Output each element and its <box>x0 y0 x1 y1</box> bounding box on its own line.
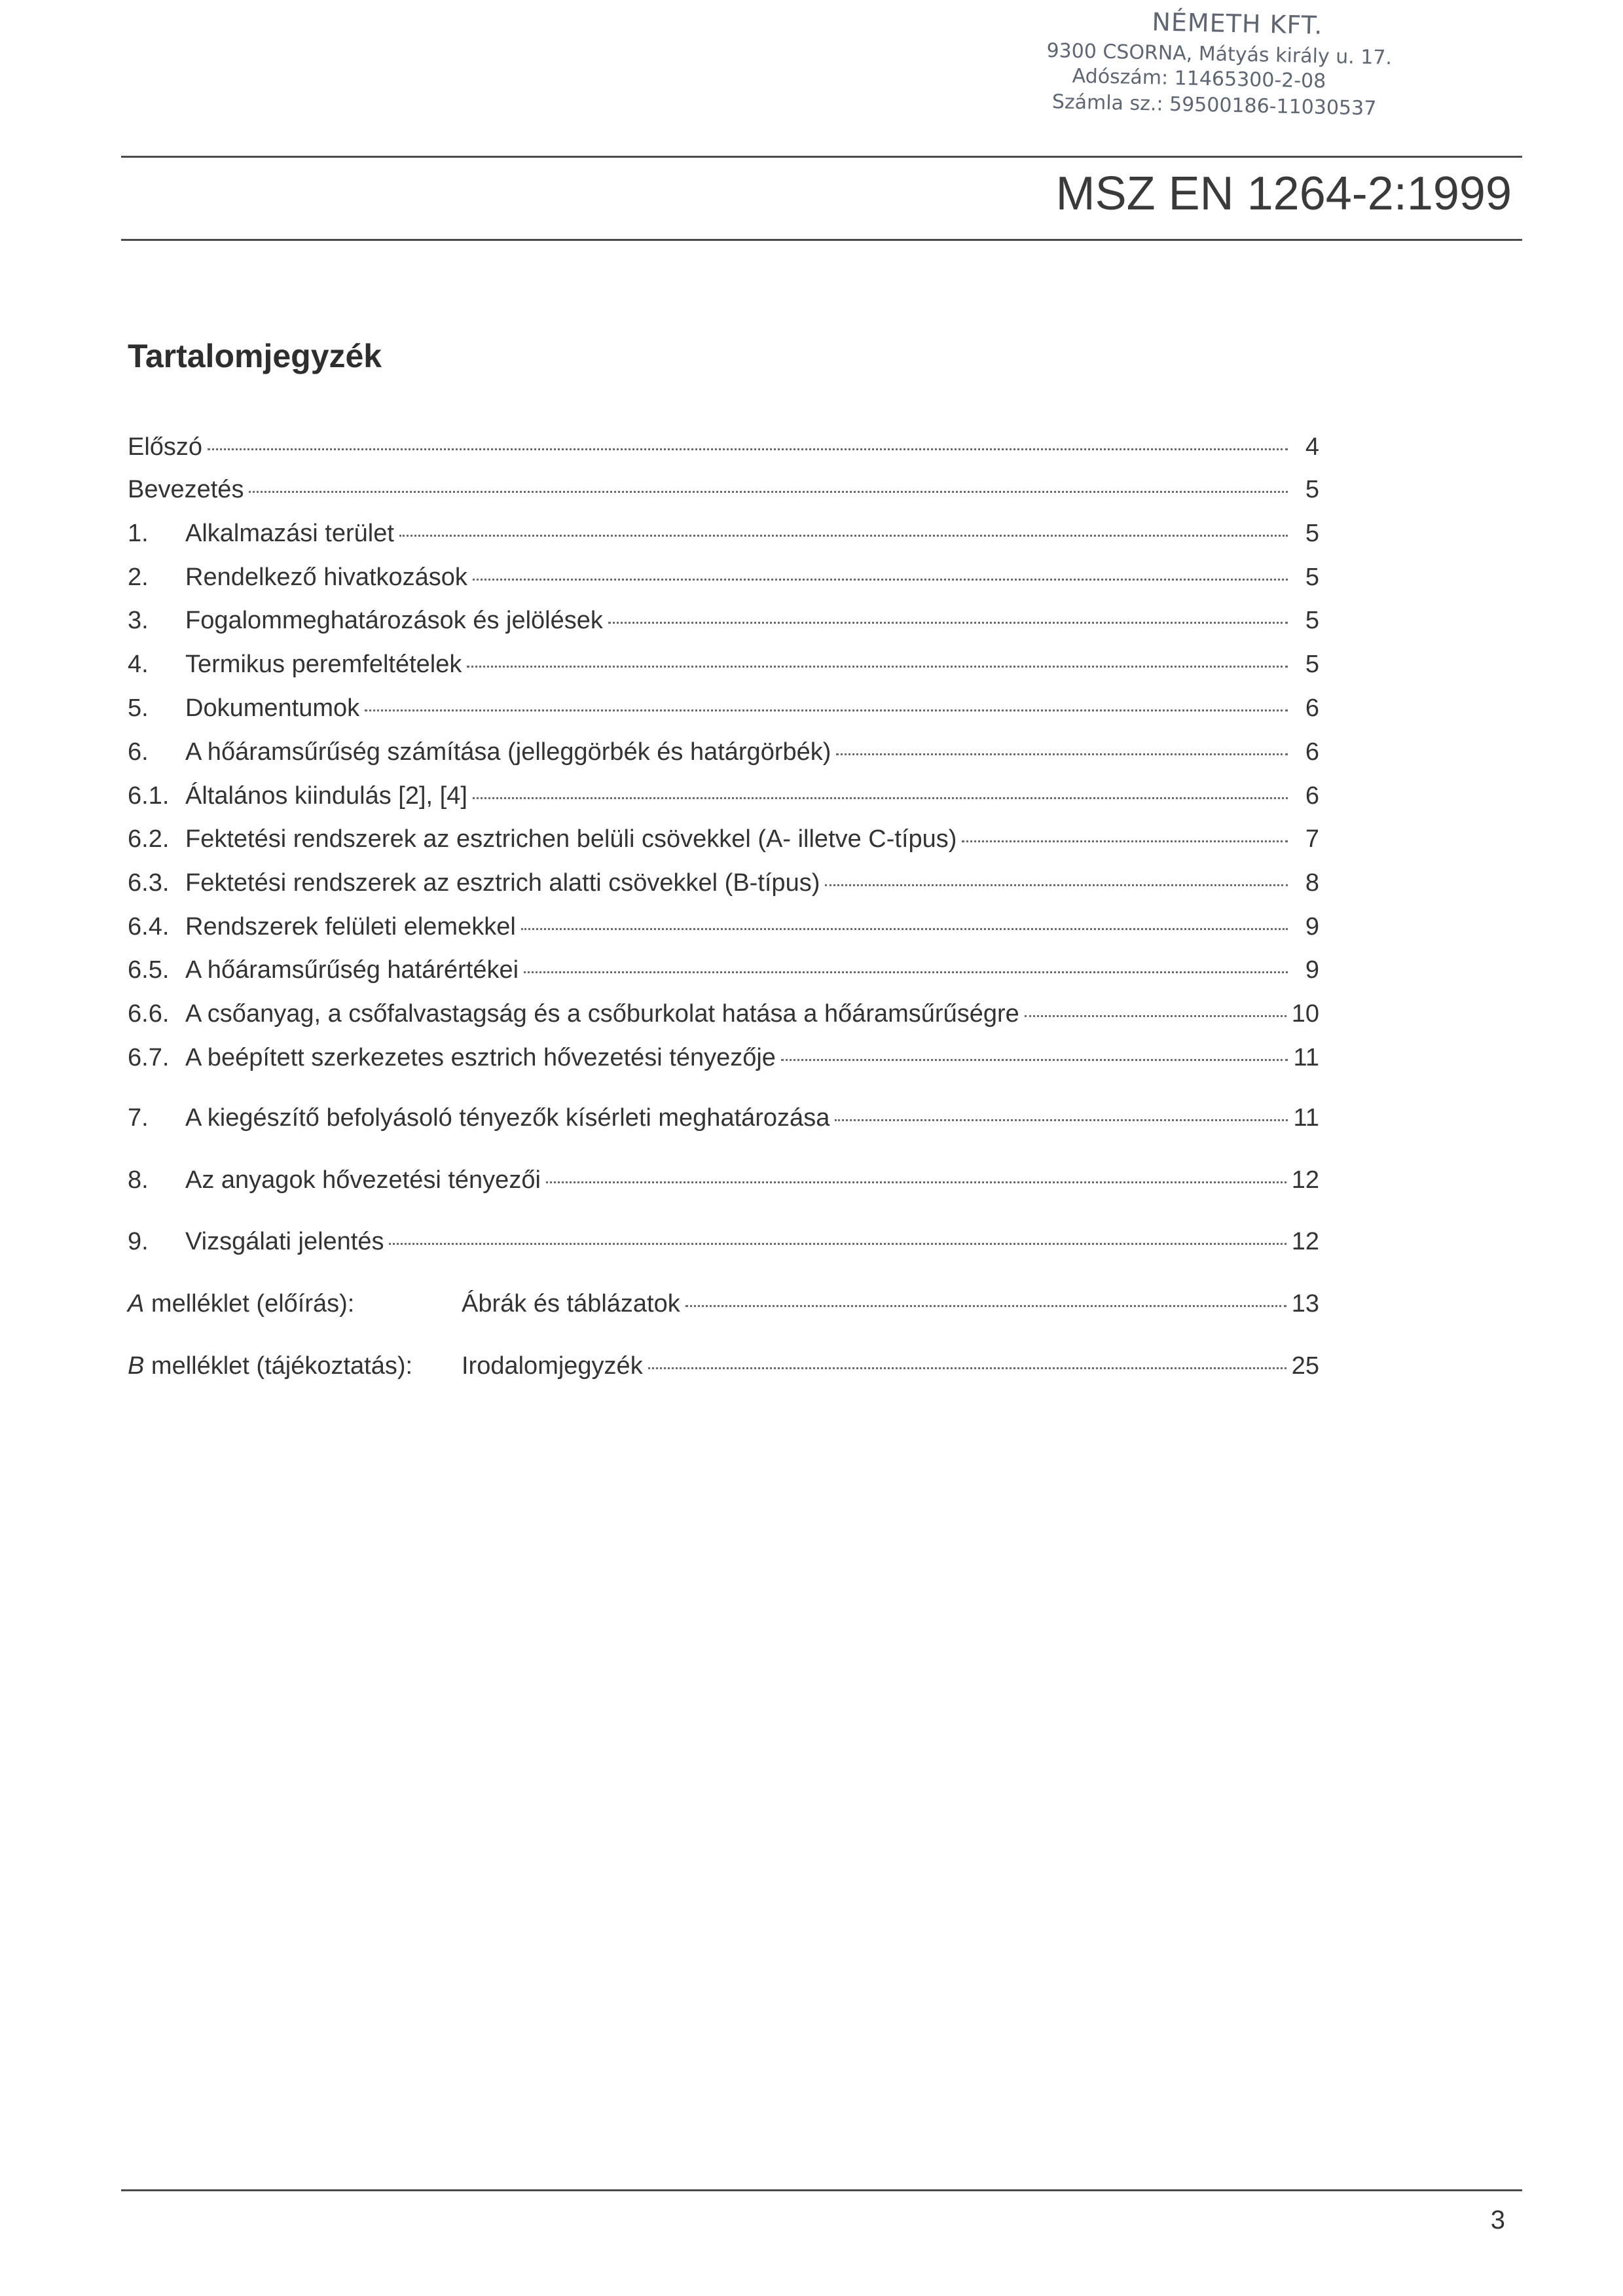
toc-entry-text: A hőáramsűrűség határértékei <box>185 956 519 984</box>
stamp-company-name: NÉMETH KFT. <box>1152 7 1323 40</box>
toc-entry-text: Rendszerek felületi elemekkel <box>185 913 516 941</box>
toc-dot-leader <box>608 622 1288 624</box>
toc-entry-page: 9 <box>1305 956 1319 984</box>
toc-entry-number: 5. <box>128 694 149 722</box>
toc-annex-label <box>128 1352 462 1380</box>
toc-entry-text: Az anyagok hővezetési tényezői <box>185 1166 541 1194</box>
toc-entry[interactable] <box>128 913 1319 947</box>
toc-dot-leader <box>249 491 1288 493</box>
toc-entry-number: 4. <box>128 651 149 678</box>
toc-entry-number: 7. <box>128 1104 149 1132</box>
toc-entry[interactable] <box>128 1044 1319 1078</box>
toc-entry-text: Ábrák és táblázatok <box>462 1290 680 1318</box>
toc-dot-leader <box>836 753 1288 755</box>
header-rule-top <box>121 156 1522 158</box>
toc-entry-text: Fektetési rendszerek az esztrich alatti csövekkel (B-típus) <box>185 869 820 897</box>
toc-entry-number: 8. <box>128 1166 149 1194</box>
toc-entry-page: 5 <box>1305 520 1319 547</box>
annex-letter: B <box>128 1352 145 1380</box>
toc-dot-leader <box>467 666 1288 668</box>
stamp-account: Számla sz.: 59500186-11030537 <box>1051 90 1377 120</box>
toc-entry-text: Általános kiindulás [2], [4] <box>185 782 467 810</box>
toc-entry[interactable] <box>128 1104 1319 1138</box>
annex-letter: A <box>128 1290 145 1318</box>
annex-label-text: melléklet (előírás): <box>144 1290 355 1318</box>
toc-entry-page: 13 <box>1291 1290 1319 1318</box>
toc-entry[interactable] <box>128 869 1319 903</box>
document-number: MSZ EN 1264-2:1999 <box>1055 168 1512 220</box>
header-rule-bottom <box>121 239 1522 241</box>
toc-entry[interactable] <box>128 607 1319 641</box>
toc-entry-text: Vizsgálati jelentés <box>185 1228 384 1255</box>
page-number: 3 <box>1490 2206 1505 2234</box>
toc-dot-leader <box>521 928 1288 930</box>
toc-dot-leader <box>835 1119 1288 1121</box>
toc-dot-leader <box>208 448 1288 450</box>
annex-label-text: melléklet (tájékoztatás): <box>144 1352 413 1380</box>
toc-entry-page: 8 <box>1305 869 1319 897</box>
toc-dot-leader <box>365 709 1288 711</box>
toc-entry-page: 12 <box>1291 1166 1319 1194</box>
toc-entry-page: 11 <box>1293 1044 1319 1071</box>
company-stamp <box>1046 5 1414 120</box>
toc-entry-number: 6.3. <box>128 869 170 897</box>
toc-entry-number: 6. <box>128 738 149 766</box>
toc-entry[interactable] <box>128 956 1319 990</box>
toc-entry-page: 5 <box>1305 476 1319 503</box>
toc-entry-page: 12 <box>1291 1228 1319 1255</box>
toc-entry-text: Alkalmazási terület <box>185 520 394 547</box>
stamp-tax-number: Adószám: 11465300-2-08 <box>1072 64 1326 93</box>
toc-entry[interactable] <box>128 825 1319 859</box>
toc-entry[interactable] <box>128 1166 1319 1200</box>
toc-dot-leader <box>546 1181 1286 1183</box>
toc-dot-leader <box>781 1059 1288 1061</box>
toc-entry-number: 9. <box>128 1228 149 1255</box>
toc-entry-number: 6.7. <box>128 1044 170 1071</box>
toc-entry-number: 6.4. <box>128 913 170 941</box>
toc-entry-page: 4 <box>1305 433 1319 461</box>
stamp-address: 9300 CSORNA, Mátyás király u. 17. <box>1046 39 1393 70</box>
toc-dot-leader <box>389 1243 1286 1245</box>
toc-entry-text: A beépített szerkezetes esztrich hővezetési tényezője <box>185 1044 776 1071</box>
toc-entry[interactable] <box>128 564 1319 598</box>
toc-entry-number: 2. <box>128 564 149 591</box>
toc-entry-page: 6 <box>1305 694 1319 722</box>
toc-annex-label <box>128 1290 462 1318</box>
toc-entry-text: Fektetési rendszerek az esztrichen belüli csövekkel (A- illetve C-típus) <box>185 825 957 853</box>
toc-entry[interactable] <box>128 738 1319 772</box>
toc-annex-entry[interactable] <box>128 1352 1319 1386</box>
toc-dot-leader <box>648 1367 1286 1369</box>
toc-entry-page: 6 <box>1305 782 1319 810</box>
toc-entry-number: 6.1. <box>128 782 170 810</box>
toc-entry-number: 6.2. <box>128 825 170 853</box>
toc-entry-text: Bevezetés <box>128 476 244 503</box>
toc-entry-text: A hőáramsűrűség számítása (jelleggörbék és határgörbék) <box>185 738 831 766</box>
toc-dot-leader <box>962 840 1288 842</box>
toc-entry-text: A kiegészítő befolyásoló tényezők kísérleti meghatározása <box>185 1104 830 1132</box>
toc-dot-leader <box>524 971 1288 973</box>
toc-entry-page: 9 <box>1305 913 1319 941</box>
toc-entry[interactable] <box>128 694 1319 728</box>
toc-entry-number: 6.6. <box>128 1000 170 1028</box>
toc-entry-text: Fogalommeghatározások és jelölések <box>185 607 603 634</box>
toc-entry-number: 1. <box>128 520 149 547</box>
toc-entry-text: Irodalomjegyzék <box>462 1352 643 1380</box>
toc-entry[interactable] <box>128 1000 1319 1034</box>
toc-entry-text: Rendelkező hivatkozások <box>185 564 467 591</box>
toc-dot-leader <box>473 579 1288 581</box>
toc-entry[interactable] <box>128 433 1319 467</box>
toc-entry[interactable] <box>128 476 1319 510</box>
toc-entry-page: 6 <box>1305 738 1319 766</box>
toc-entry[interactable] <box>128 520 1319 554</box>
toc-entry-page: 5 <box>1305 564 1319 591</box>
footer-rule <box>121 2189 1522 2191</box>
toc-entry-text: Előszó <box>128 433 203 461</box>
toc-entry[interactable] <box>128 782 1319 816</box>
toc-entry-page: 25 <box>1291 1352 1319 1380</box>
toc-entry-page: 7 <box>1305 825 1319 853</box>
toc-dot-leader <box>825 884 1288 886</box>
toc-entry-number: 6.5. <box>128 956 170 984</box>
toc-annex-entry[interactable] <box>128 1290 1319 1324</box>
toc-dot-leader <box>1025 1015 1286 1017</box>
toc-entry-text: Dokumentumok <box>185 694 360 722</box>
toc-entry-text: Termikus peremfeltételek <box>185 651 462 678</box>
toc-entry[interactable] <box>128 651 1319 685</box>
toc-dot-leader <box>685 1305 1286 1307</box>
toc-entry-page: 5 <box>1305 607 1319 634</box>
toc-entry-page: 5 <box>1305 651 1319 678</box>
toc-entry-page: 10 <box>1291 1000 1319 1028</box>
toc-dot-leader <box>399 535 1288 537</box>
toc-entry-text: A csőanyag, a csőfalvastagság és a csőburkolat hatása a hőáramsűrűségre <box>185 1000 1019 1028</box>
toc-entry[interactable] <box>128 1228 1319 1262</box>
toc-entry-number: 3. <box>128 607 149 634</box>
toc-dot-leader <box>473 797 1288 799</box>
toc-title: Tartalomjegyzék <box>128 338 382 374</box>
toc-entry-page: 11 <box>1293 1104 1319 1132</box>
